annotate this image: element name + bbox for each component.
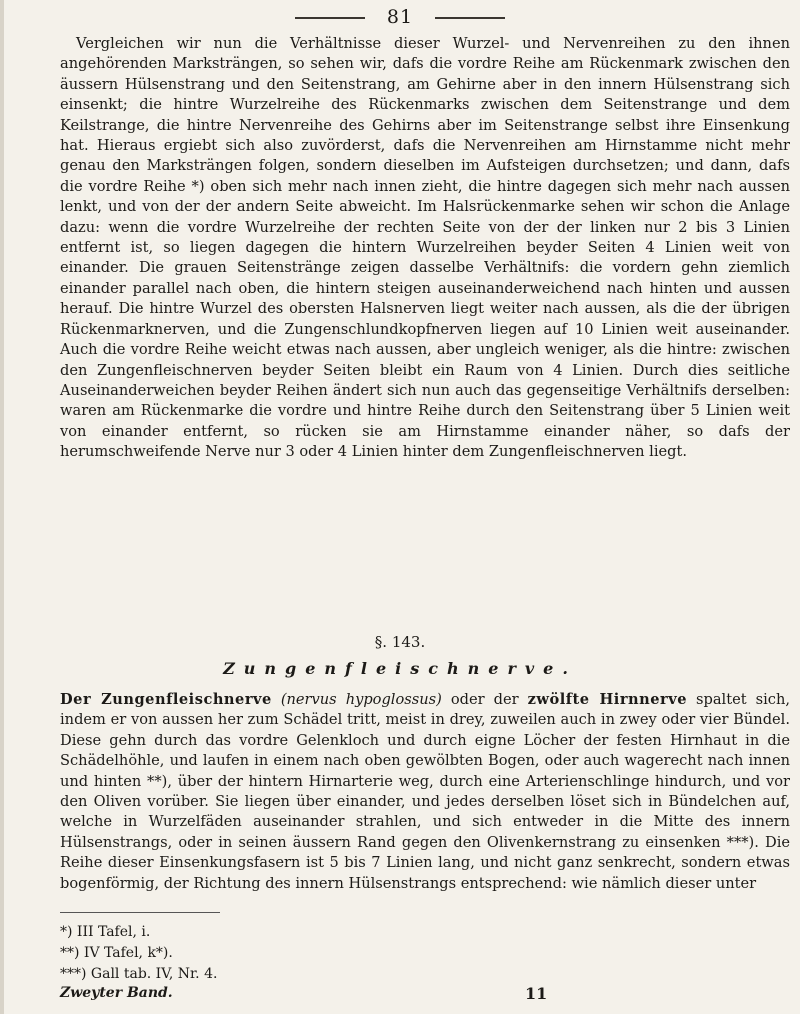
footnote-2: **) IV Tafel, k*). xyxy=(60,945,173,961)
paragraph-text: Vergleichen wir nun die Verhältnisse dieser Wurzel- und Nervenreihen zu den ihnen angehörenden Marksträngen, so sehen wir, dafs die vordre Reihe am Rückenmark zwischen den äussern Hülsenstrang und den Seitenstrang, am Gehirne aber in den innern Hülsenstrang sich einsenkt; die hintre Wurzelreihe des Rückenmarks zwischen dem Seitenstrange und dem Keilstrange, die hintre Nervenreihe des Gehirns aber im Seitenstrange selbst ihre Einsenkung hat. Hieraus ergiebt sich also zuvörderst, dafs die Nervenreihen am Hirnstamme nicht mehr genau den Marksträngen folgen, sondern dieselben im Aufsteigen durchsetzen; und dann, dafs die vordre Reihe *) oben sich mehr nach innen zieht, die hintre dagegen sich mehr nach aussen lenkt, und von der der andern Seite abweicht. Im Halsrückenmarke sehen wir schon die Anlage dazu: wenn die vordre Wurzelreihe der rechten Seite von der der linken nur 2 bis 3 Linien entfernt ist, so liegen dagegen die hintern Wurzelreihen beyder Seiten 4 Linien weit von einander. Die grauen Seitenstränge zeigen dasselbe Verhältnifs: die vordern gehn ziemlich einander parallel nach oben, die hintern steigen auseinanderweichend nach hinten und aussen herauf. Die hintre Wurzel des obersten Halsnerven liegt weiter nach aussen, als die der übrigen Rückenmarknerven, und die Zungenschlundkopfnerven liegen auf 10 Linien weit auseinander. Auch die vordre Reihe weicht etwas nach aussen, aber ungleich weniger, als die hintre: zwischen den Zungenfleischnerven beyder Seiten bleibt ein Raum von 4 Linien. Durch dies seitliche Auseinanderweichen beyder Reihen ändert sich nun auch das gegenseitige Verhältnifs derselben: waren am Rückenmarke die vordre und hintre Reihe durch den Seitenstrang über 5 Linien weit von einander entfernt, so rücken sie am Hirnstamme einander näher, so dafs der herumschweifende Nerve nur 3 oder 4 Linien hinter dem Zungenfleischnerven liegt. xyxy=(60,35,790,461)
footnote-divider xyxy=(60,912,220,913)
footnote-3: ***) Gall tab. IV, Nr. 4. xyxy=(60,966,218,982)
page-header xyxy=(0,6,800,28)
footnote-1: *) III Tafel, i. xyxy=(60,924,151,940)
section-number: §. 143. xyxy=(374,633,426,651)
section-latin-term: (nervus hypoglossus) xyxy=(280,691,442,708)
signature-number: 11 xyxy=(525,984,548,1003)
section-ordinal: zwölfte Hirnnerve xyxy=(527,691,687,708)
page-number: 81 xyxy=(386,6,414,28)
main-paragraph xyxy=(60,34,790,463)
section-paragraph xyxy=(60,690,790,894)
section-text-a: oder der xyxy=(441,691,528,708)
section-text-b: spaltet sich, indem er von aussen her zum Schädel tritt, meist in drey, zuweilen auch in zwey oder vier Bündel. Diese gehn durch das vordre Gelenkloch und durch eigne Löcher der festen Hirnhaut in die Schädelhöhle, und laufen in einem nach oben gewölbten Bogen, oder auch wagerecht nach innen und hinten **), über der hintern Hirnarterie weg, durch eine Arterienschlinge hindurch, und vor den Oliven vorüber. Sie liegen über einander, und jedes derselben löset sich in Bündelchen auf, welche in Wurzelfäden auseinander strahlen, und sich entweder in die Mitte des innern Hülsenstrangs, oder in seinen äussern Rand gegen den Olivenkernstrang zu einsenken ***). Die Reihe dieser Einsenkungsfasern ist 5 bis 7 Linien lang, und nicht ganz senkrecht, sondern etwas bogenförmig, der Richtung des innern Hülsenstrangs entsprechend: wie nämlich dieser unter xyxy=(60,691,790,892)
header-rule-left xyxy=(295,17,365,19)
section-lead-term: Der Zungenfleischnerve xyxy=(60,691,272,708)
header-rule-right xyxy=(435,17,505,19)
signature-label: Zweyter Band. xyxy=(60,985,173,1001)
footnotes xyxy=(60,922,460,985)
section-title: Zungenfleischnerve. xyxy=(223,659,577,678)
page-gutter xyxy=(0,0,4,1014)
